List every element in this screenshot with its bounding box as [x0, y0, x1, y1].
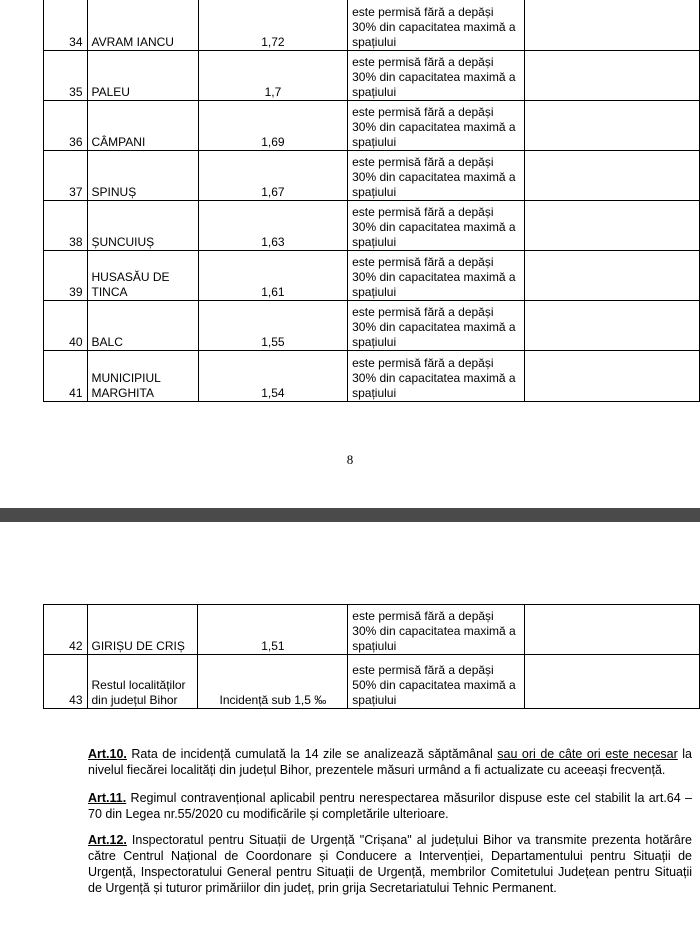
table-row	[44, 351, 700, 402]
article-11	[88, 790, 692, 822]
locality-name: SPINUȘ	[87, 151, 198, 201]
empty-cell	[524, 301, 699, 351]
empty-cell	[524, 151, 699, 201]
article-12	[88, 832, 692, 896]
empty-cell	[524, 351, 699, 402]
row-number: 41	[44, 351, 88, 402]
table-row	[44, 101, 700, 151]
incidence-rate: 1,63	[198, 201, 347, 251]
article-10-text-underlined: sau ori de câte ori este necesar	[497, 747, 678, 761]
incidence-table-top	[43, 0, 700, 402]
incidence-table-bottom	[43, 604, 700, 709]
locality-name: BALC	[87, 301, 198, 351]
locality-name: Restul localităților din județul Bihor	[87, 655, 198, 709]
table-row	[44, 605, 700, 655]
article-11-text: Regimul contravențional aplicabil pentru nerespectarea măsurilor dispuse este cel stabilit la art.64 – 70 din Legea nr.55/2020 cu modificările și completările ulterioare.	[88, 791, 692, 821]
table-row	[44, 251, 700, 301]
empty-cell	[524, 101, 699, 151]
locality-name: GIRIȘU DE CRIȘ	[87, 605, 198, 655]
locality-name: MUNICIPIUL MARGHITA	[87, 351, 198, 402]
article-10-label: Art.10.	[88, 747, 127, 761]
incidence-rate: 1,69	[198, 101, 347, 151]
locality-name: AVRAM IANCU	[87, 0, 198, 51]
measure-text: este permisă fără a depăși 50% din capacitatea maximă a spațiului	[348, 655, 525, 709]
locality-name: CÂMPANI	[87, 101, 198, 151]
table-row	[44, 301, 700, 351]
table-row	[44, 201, 700, 251]
row-number: 42	[44, 605, 88, 655]
incidence-rate: Incidență sub 1,5 ‰	[198, 655, 348, 709]
table-row	[44, 51, 700, 101]
measure-text: este permisă fără a depăși 30% din capacitatea maximă a spațiului	[348, 301, 525, 351]
incidence-rate: 1,72	[198, 0, 347, 51]
measure-text: este permisă fără a depăși 30% din capacitatea maximă a spațiului	[348, 0, 525, 51]
article-12-text: Inspectoratul pentru Situații de Urgență "Crișana" al județului Bihor va transmite prezenta hotărâre către Centrul Național de Coordonare și Conducere a Intervenției, Departamentului pentru Situații de Urgență, Inspectoratului General pentru Situații de Urgență, membrilor Comitetului Județean pentru Situații de Urgență și tuturor primăriilor din județ, prin grija Secretariatului Tehnic Permanent.	[88, 833, 692, 895]
article-10	[88, 746, 692, 778]
article-11-label: Art.11.	[88, 791, 127, 805]
empty-cell	[524, 251, 699, 301]
row-number: 38	[44, 201, 88, 251]
page-separator	[0, 508, 700, 522]
row-number: 40	[44, 301, 88, 351]
row-number: 43	[44, 655, 88, 709]
table-row	[44, 655, 700, 709]
row-number: 34	[44, 0, 88, 51]
page-number: 8	[346, 452, 354, 467]
row-number: 39	[44, 251, 88, 301]
empty-cell	[524, 605, 699, 655]
table-row	[44, 151, 700, 201]
incidence-rate: 1,54	[198, 351, 347, 402]
locality-name: ȘUNCUIUȘ	[87, 201, 198, 251]
measure-text: este permisă fără a depăși 30% din capacitatea maximă a spațiului	[348, 351, 525, 402]
empty-cell	[524, 0, 699, 51]
incidence-rate: 1,61	[198, 251, 347, 301]
article-10-text-a: Rata de incidență cumulată la 14 zile se analizează săptămânal	[126, 747, 498, 761]
empty-cell	[524, 655, 699, 709]
row-number: 37	[44, 151, 88, 201]
article-10-text-b: la nivelul fiecărei localități din județul Bihor, prezentele măsuri urmând a fi actualizate cu aceeași frecvență.	[88, 747, 692, 777]
row-number: 36	[44, 101, 88, 151]
measure-text: este permisă fără a depăși 30% din capacitatea maximă a spațiului	[348, 201, 525, 251]
measure-text: este permisă fără a depăși 30% din capacitatea maximă a spațiului	[348, 151, 525, 201]
document-page-9	[0, 522, 700, 940]
incidence-rate: 1,51	[198, 605, 348, 655]
empty-cell	[524, 201, 699, 251]
locality-name: PALEU	[87, 51, 198, 101]
measure-text: este permisă fără a depăși 30% din capacitatea maximă a spațiului	[348, 101, 525, 151]
measure-text: este permisă fără a depăși 30% din capacitatea maximă a spațiului	[348, 251, 525, 301]
empty-cell	[524, 51, 699, 101]
row-number: 35	[44, 51, 88, 101]
incidence-rate: 1,67	[198, 151, 347, 201]
measure-text: este permisă fără a depăși 30% din capacitatea maximă a spațiului	[348, 605, 525, 655]
table-row	[44, 0, 700, 51]
locality-name: HUSASĂU DE TINCA	[87, 251, 198, 301]
incidence-rate: 1,55	[198, 301, 347, 351]
measure-text: este permisă fără a depăși 30% din capacitatea maximă a spațiului	[348, 51, 525, 101]
incidence-rate: 1,7	[198, 51, 347, 101]
article-12-label: Art.12.	[88, 833, 127, 847]
